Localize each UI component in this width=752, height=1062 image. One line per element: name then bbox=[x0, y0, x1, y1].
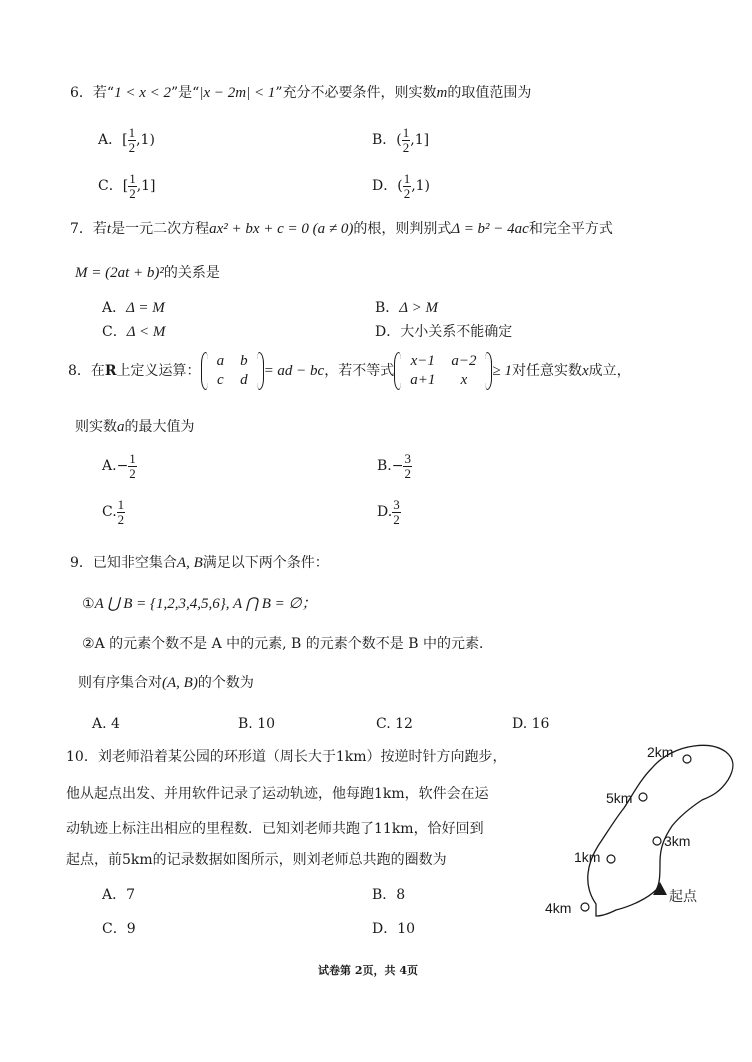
option-text: Δ = M bbox=[126, 300, 165, 316]
option-label: B. bbox=[238, 716, 253, 732]
condition-2: |x − 2m| < 1 bbox=[199, 85, 276, 101]
option-text: 10 bbox=[397, 921, 416, 937]
option-text: 7 bbox=[126, 887, 136, 903]
sets-ab: A, B bbox=[176, 555, 203, 571]
question-number: 8． bbox=[68, 363, 91, 379]
matrix-cell: a bbox=[216, 353, 225, 369]
label-1km: 1km bbox=[574, 849, 601, 865]
matrix-cell: b bbox=[240, 353, 248, 369]
label-4km: 4km bbox=[545, 900, 572, 916]
text: 刘老师沿着某公园的环形道（周长大于1km）按逆时针方向跑步， bbox=[97, 749, 507, 765]
discriminant: Δ = b² − 4ac bbox=[451, 221, 529, 237]
option-label: B． bbox=[372, 132, 397, 149]
denominator: 2 bbox=[129, 185, 136, 201]
option-label: C． bbox=[102, 921, 127, 937]
option-text: 12 bbox=[395, 716, 413, 732]
option-label: C. bbox=[102, 504, 117, 521]
matrix-cell: x bbox=[460, 372, 468, 388]
start-triangle-icon bbox=[653, 882, 667, 895]
denominator: 2 bbox=[128, 139, 136, 155]
option-label: C． bbox=[102, 324, 127, 340]
numerator: 1 bbox=[128, 125, 136, 140]
text: 的个数为 bbox=[197, 675, 254, 691]
option-label: D. bbox=[512, 716, 528, 732]
numerator: 3 bbox=[393, 497, 400, 512]
matrix-cell: c bbox=[216, 372, 224, 388]
numerator: 3 bbox=[404, 451, 411, 466]
option-label: D. bbox=[377, 504, 393, 521]
sign: − bbox=[391, 458, 404, 475]
marker-1km bbox=[607, 855, 615, 863]
denominator: 2 bbox=[403, 185, 411, 201]
text: 若 bbox=[92, 221, 107, 237]
variable-a: a bbox=[117, 419, 125, 435]
definition-result: = ad − bc bbox=[263, 363, 325, 379]
label-start: 起点 bbox=[669, 888, 697, 904]
numerator: 1 bbox=[403, 171, 411, 186]
page-footer: 试卷第 2页，共 4页 bbox=[318, 964, 418, 977]
marker-5km bbox=[639, 793, 647, 801]
circled-number: ① bbox=[82, 596, 95, 612]
label-2km: 2km bbox=[647, 744, 674, 760]
text: 成立， bbox=[588, 363, 631, 379]
circled-number: ② bbox=[82, 636, 95, 652]
marker-3km bbox=[653, 837, 661, 845]
bracket: [ bbox=[122, 132, 128, 149]
option-label: A． bbox=[102, 300, 127, 316]
text: ”充分不必要条件，则实数 bbox=[275, 85, 437, 101]
text: ”是“ bbox=[171, 85, 200, 101]
option-label: D． bbox=[372, 921, 398, 937]
option-label: A． bbox=[98, 132, 123, 149]
marker-2km bbox=[683, 755, 691, 763]
option-text: 8 bbox=[396, 887, 406, 903]
label-5km: 5km bbox=[606, 790, 633, 806]
option-label: A. bbox=[102, 458, 117, 475]
ordered-pair: (A, B) bbox=[162, 675, 198, 691]
question-number: 10． bbox=[66, 749, 98, 765]
variable-m: m bbox=[436, 85, 448, 101]
text: ，若不等式 bbox=[324, 363, 395, 379]
option-text: 4 bbox=[111, 716, 120, 732]
marker-4km bbox=[581, 903, 589, 911]
label-3km: 3km bbox=[664, 833, 691, 849]
bracket: [ bbox=[122, 178, 129, 195]
bracket: ( bbox=[397, 178, 403, 195]
sign: − bbox=[116, 458, 129, 475]
numerator: 1 bbox=[129, 451, 136, 466]
question-number: 9． bbox=[70, 555, 93, 571]
condition-1: 1 < x < 2 bbox=[114, 85, 171, 101]
text: 的最大值为 bbox=[124, 419, 195, 435]
question-number: 7． bbox=[70, 221, 93, 237]
text: 在 bbox=[90, 363, 105, 379]
matrix-cell: d bbox=[240, 372, 248, 388]
option-text: 9 bbox=[126, 921, 136, 937]
text: 若“ bbox=[92, 85, 115, 101]
text: 的关系是 bbox=[163, 265, 220, 281]
text: 和完全平方式 bbox=[528, 221, 613, 237]
variable-t: t bbox=[106, 221, 112, 237]
option-text: 10 bbox=[257, 716, 276, 732]
option-text: 16 bbox=[531, 716, 550, 732]
condition-text: A ⋃ B = {1,2,3,4,5,6}, A ⋂ B = ∅； bbox=[94, 596, 317, 612]
quadratic-equation: ax² + bx + c = 0 (a ≠ 0) bbox=[209, 221, 354, 237]
interval-end: ,1] bbox=[410, 132, 430, 149]
denominator: 2 bbox=[402, 139, 410, 155]
denominator: 2 bbox=[117, 511, 125, 527]
option-label: A. bbox=[92, 716, 107, 732]
option-label: B． bbox=[375, 300, 400, 316]
matrix-cell: a+1 bbox=[410, 372, 436, 388]
option-label: B． bbox=[372, 887, 397, 903]
interval-end: ,1] bbox=[136, 178, 156, 195]
text: 已知非空集合 bbox=[92, 555, 177, 571]
inequality-rhs: ≥ 1 bbox=[492, 363, 512, 379]
option-label: B. bbox=[377, 458, 392, 475]
variable-x: x bbox=[581, 363, 589, 379]
option-label: C. bbox=[376, 716, 391, 732]
text: 对任意实数 bbox=[511, 363, 582, 379]
denominator: 2 bbox=[393, 511, 400, 527]
real-numbers-symbol: R bbox=[104, 363, 117, 379]
interval-end: ,1) bbox=[136, 132, 155, 149]
denominator: 2 bbox=[404, 465, 411, 481]
text: 满足以下两个条件： bbox=[202, 555, 329, 571]
option-text: Δ > M bbox=[399, 300, 438, 316]
denominator: 2 bbox=[129, 465, 136, 481]
numerator: 1 bbox=[402, 125, 410, 140]
option-label: D． bbox=[375, 324, 401, 340]
question-10-line4: 起点，前5km的记录数据如图所示，则刘老师总共跑的圈数为 bbox=[66, 852, 447, 868]
text: 则实数 bbox=[75, 419, 117, 435]
matrix-cell: x−1 bbox=[410, 353, 435, 369]
option-text: Δ < M bbox=[126, 324, 166, 340]
matrix-cell: a−2 bbox=[451, 353, 477, 369]
text: 上定义运算： bbox=[116, 363, 201, 379]
interval-end: ,1) bbox=[411, 178, 431, 195]
text: 则有序集合对 bbox=[78, 675, 162, 691]
text: 的根，则判别式 bbox=[353, 221, 452, 237]
text: 是一元二次方程 bbox=[111, 221, 210, 237]
option-label: A． bbox=[102, 887, 127, 903]
numerator: 1 bbox=[117, 497, 125, 512]
question-number: 6． bbox=[70, 85, 93, 101]
question-10-line2: 他从起点出发、并用软件记录了运动轨迹，他每跑1km，软件会在运 bbox=[66, 786, 489, 802]
option-label: C． bbox=[98, 178, 123, 195]
perfect-square-expr: M = (2at + b)² bbox=[75, 265, 164, 281]
bracket: ( bbox=[396, 132, 402, 149]
text: 的取值范围为 bbox=[447, 85, 532, 101]
option-text: 大小关系不能确定 bbox=[400, 324, 513, 340]
option-label: D． bbox=[372, 178, 398, 195]
numerator: 1 bbox=[129, 171, 136, 186]
condition-text: A 的元素个数不是 A 中的元素, B 的元素个数不是 B 中的元素． bbox=[94, 636, 493, 652]
question-10-line3: 动轨迹上标注出相应的里程数．已知刘老师共跑了11km，恰好回到 bbox=[66, 821, 484, 837]
